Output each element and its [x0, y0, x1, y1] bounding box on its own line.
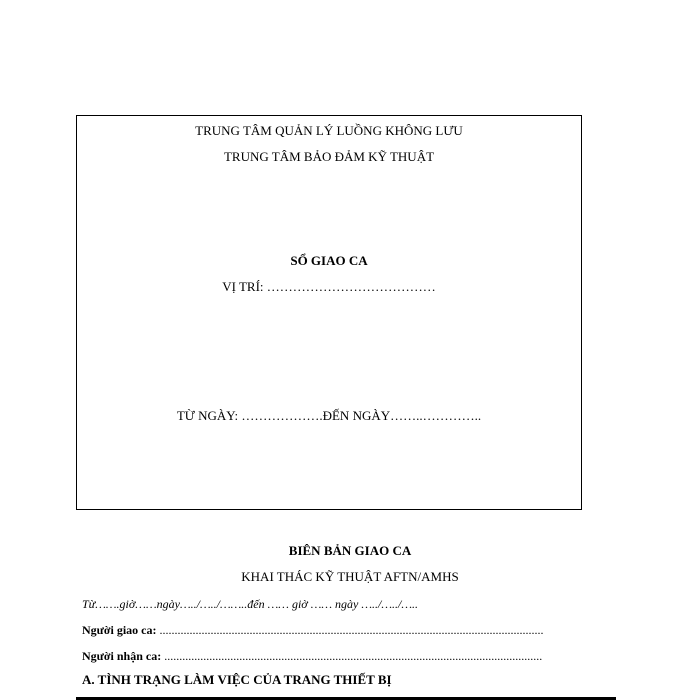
handover-person-label: Người giao ca: — [82, 623, 157, 637]
date-range-field: TỪ NGÀY: ……………….ĐẾN NGÀY……..………….. — [176, 408, 482, 423]
department-name: TRUNG TÂM BẢO ĐẢM KỸ THUẬT — [223, 149, 435, 164]
cover-box — [76, 115, 582, 510]
handover-person-row — [82, 623, 544, 638]
shift-time-line: Từ…….giờ……ngày…../…../……..đến …… giờ …… ngày …../…../….. — [82, 597, 419, 611]
section-a-heading: A. TÌNH TRẠNG LÀM VIỆC CỦA TRANG THIẾT BỊ — [82, 672, 392, 687]
organization-name: TRUNG TÂM QUẢN LÝ LUỒNG KHÔNG LƯU — [195, 123, 463, 138]
receiver-person-label: Người nhận ca: — [82, 649, 162, 663]
receiver-person-dots: .............................................................................................................................. — [161, 649, 543, 663]
book-title: SỔ GIAO CA — [290, 253, 368, 268]
position-field: VỊ TRÍ: ………………………………… — [222, 279, 436, 294]
handover-person-dots: ................................................................................................................................ — [156, 623, 544, 637]
report-title: BIÊN BẢN GIAO CA — [288, 543, 412, 558]
receiver-person-row — [82, 649, 542, 664]
report-subtitle: KHAI THÁC KỸ THUẬT AFTN/AMHS — [241, 569, 459, 584]
